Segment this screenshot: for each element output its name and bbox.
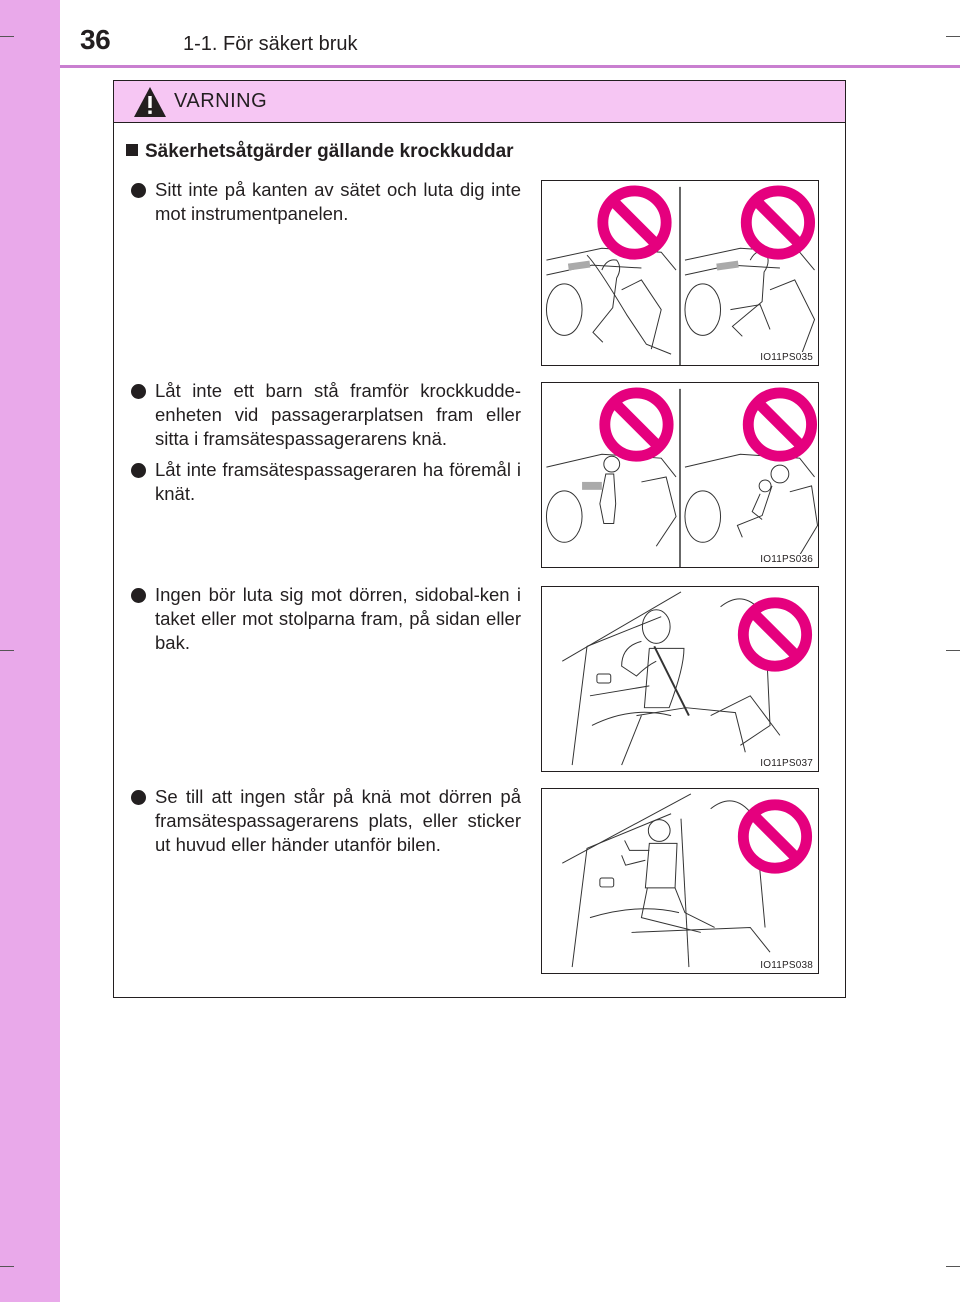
illustration-door-leaning (541, 586, 819, 772)
illustration-code: IO11PS036 (760, 554, 813, 565)
page-number: 36 (80, 24, 111, 55)
illustration-drawing (542, 383, 818, 567)
warning-header (114, 81, 845, 123)
illustration-code: IO11PS035 (760, 352, 813, 363)
list-item: Låt inte ett barn stå framför krockkudde-enheten vid passagerarplatsen fram eller sitta i framsätespassagerarens knä. (131, 379, 521, 451)
bullet-icon (131, 790, 146, 805)
bullet-icon (131, 588, 146, 603)
crop-mark (0, 36, 14, 37)
illustration-drawing (542, 181, 818, 365)
crop-mark (0, 1266, 14, 1267)
crop-mark (946, 650, 960, 651)
list-item: Sitt inte på kanten av sätet och luta dig inte mot instrumentpanelen. (131, 178, 521, 226)
warning-label: VARNING (174, 90, 268, 112)
section-title: 1-1. För säkert bruk (183, 33, 358, 55)
side-color-strip (0, 0, 60, 1302)
illustration-drawing (542, 789, 818, 973)
illustration-code: IO11PS037 (760, 758, 813, 769)
illustration-kneeling-door (541, 788, 819, 974)
crop-mark (946, 36, 960, 37)
crop-mark (0, 650, 14, 651)
illustration-child-front (541, 382, 819, 568)
list-item: Ingen bör luta sig mot dörren, sidobal-ken i taket eller mot stolparna fram, på sidan eller bak. (131, 583, 521, 655)
square-bullet-icon (126, 144, 138, 156)
warning-heading-text: Säkerhetsåtgärder gällande krockkuddar (145, 141, 514, 162)
bullet-icon (131, 183, 146, 198)
warning-box (113, 80, 846, 998)
list-item: Låt inte framsätespassageraren ha föremål i knät. (131, 458, 521, 506)
list-item: Se till att ingen står på knä mot dörren på framsätespassagerarens plats, eller sticker ut huvud eller händer utanför bilen. (131, 785, 521, 857)
crop-mark (946, 1266, 960, 1267)
illustration-drawing (542, 587, 818, 771)
bullet-icon (131, 384, 146, 399)
warning-heading (126, 141, 514, 163)
warning-triangle-icon (132, 85, 168, 119)
illustration-dashboard-leaning (541, 180, 819, 366)
bullet-icon (131, 463, 146, 478)
illustration-code: IO11PS038 (760, 960, 813, 971)
header-rule (60, 65, 960, 68)
